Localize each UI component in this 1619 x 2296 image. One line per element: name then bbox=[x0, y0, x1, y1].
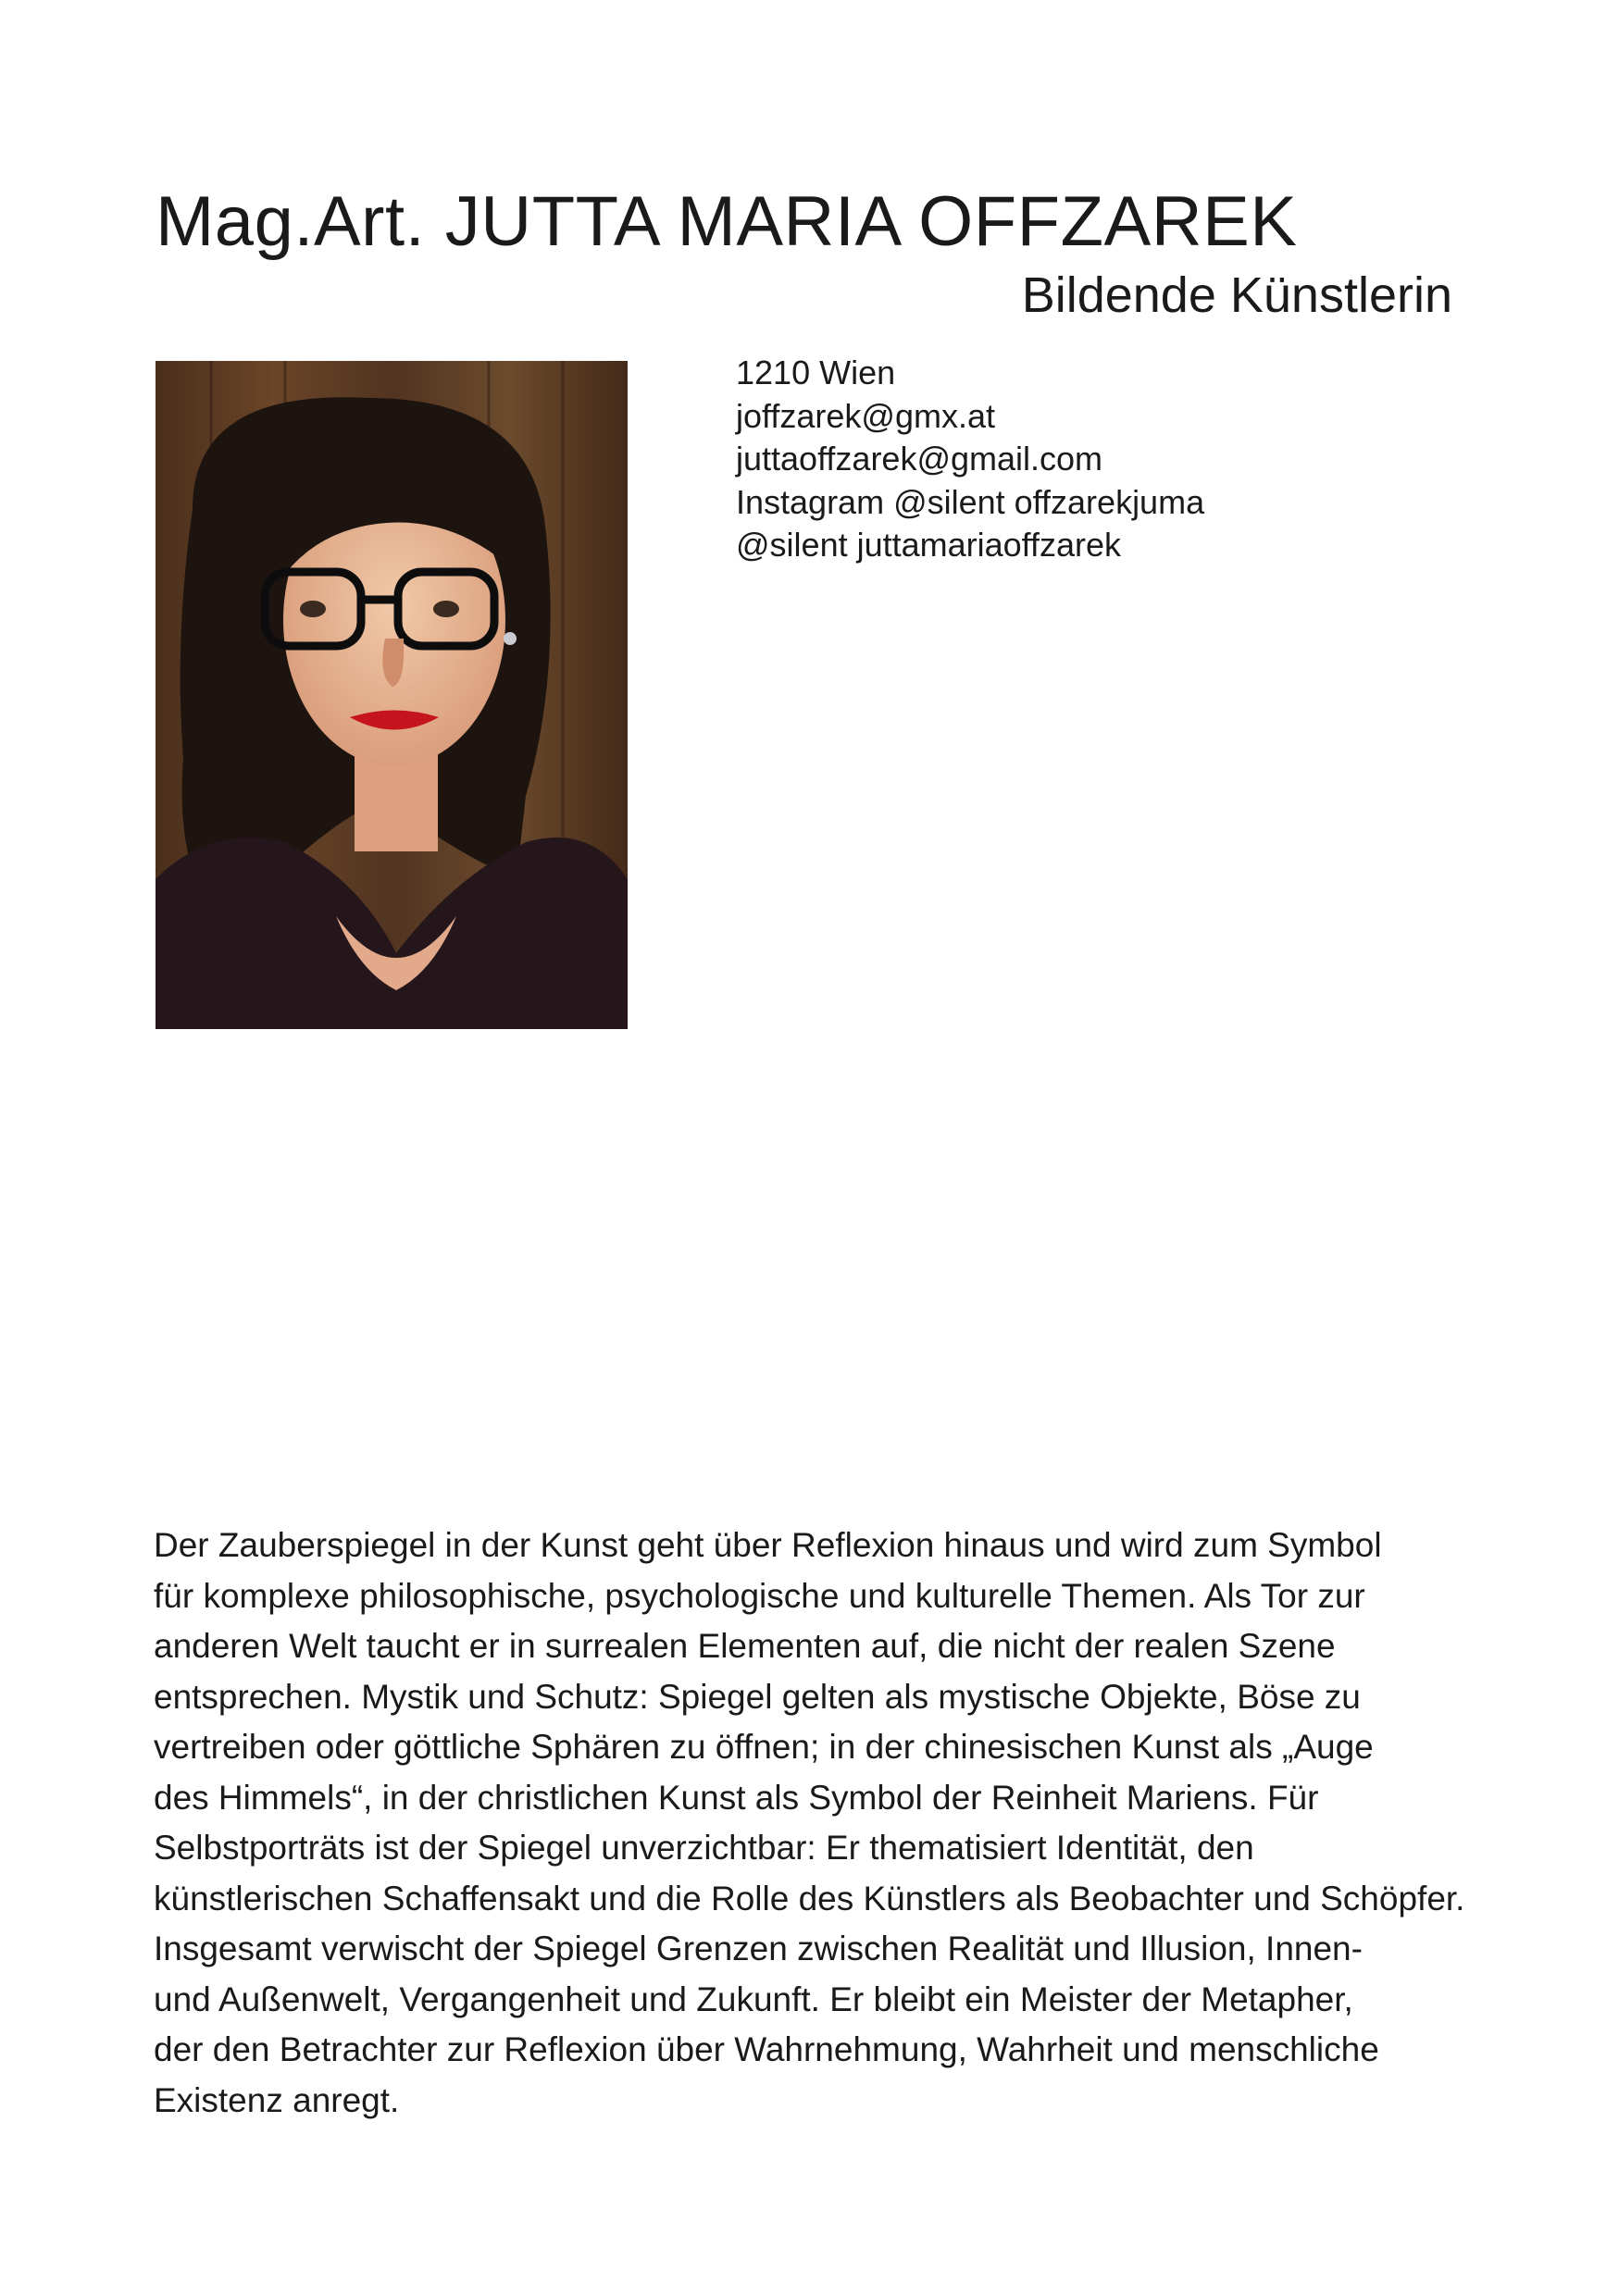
contact-instagram-2[interactable]: @silent juttamariaoffzarek bbox=[736, 526, 1122, 564]
statement-line: Der Zauberspiegel in der Kunst geht über Reflexion hinaus und wird zum Symbol bbox=[154, 1526, 1382, 1564]
statement-line: und Außenwelt, Vergangenheit und Zukunft. Er bleibt ein Meister der Metapher, bbox=[154, 1980, 1353, 2018]
artist-name: Mag.Art. JUTTA MARIA OFFZAREK bbox=[156, 182, 1298, 261]
statement-line: Insgesamt verwischt der Spiegel Grenzen zwischen Realität und Illusion, Innen- bbox=[154, 1930, 1363, 1967]
statement-line: des Himmels“, in der christlichen Kunst als Symbol der Reinheit Mariens. Für bbox=[154, 1778, 1319, 1817]
contact-email-secondary[interactable]: juttaoffzarek@gmail.com bbox=[736, 440, 1103, 478]
statement-line: künstlerischen Schaffensakt und die Rolle des Künstlers als Beobachter und Schöpfer. bbox=[154, 1879, 1465, 1917]
statement-line: der den Betrachter zur Reflexion über Wahrnehmung, Wahrheit und menschliche bbox=[154, 2030, 1379, 2068]
portrait-illustration bbox=[156, 361, 628, 1029]
contact-instagram-1[interactable]: Instagram @silent offzarekjuma bbox=[736, 482, 1205, 521]
contact-info bbox=[736, 352, 1204, 567]
artist-portrait-photo bbox=[156, 361, 628, 1029]
statement-line: anderen Welt taucht er in surrealen Elementen auf, die nicht der realen Szene bbox=[154, 1627, 1336, 1665]
statement-line: Selbstporträts ist der Spiegel unverzichtbar: Er thematisiert Identität, den bbox=[154, 1829, 1254, 1867]
statement-line: entsprechen. Mystik und Schutz: Spiegel gelten als mystische Objekte, Böse zu bbox=[154, 1677, 1361, 1716]
statement-line: vertreiben oder göttliche Sphären zu öffnen; in der chinesischen Kunst als „Auge bbox=[154, 1728, 1374, 1766]
artist-profession: Bildende Künstlerin bbox=[1021, 267, 1452, 323]
contact-email-primary[interactable]: joffzarek@gmx.at bbox=[736, 396, 995, 435]
artist-statement bbox=[154, 1520, 1464, 2126]
contact-city: 1210 Wien bbox=[736, 354, 896, 391]
statement-line: für komplexe philosophische, psychologische und kulturelle Themen. Als Tor zur bbox=[154, 1576, 1365, 1615]
statement-line: Existenz anregt. bbox=[154, 2080, 400, 2119]
